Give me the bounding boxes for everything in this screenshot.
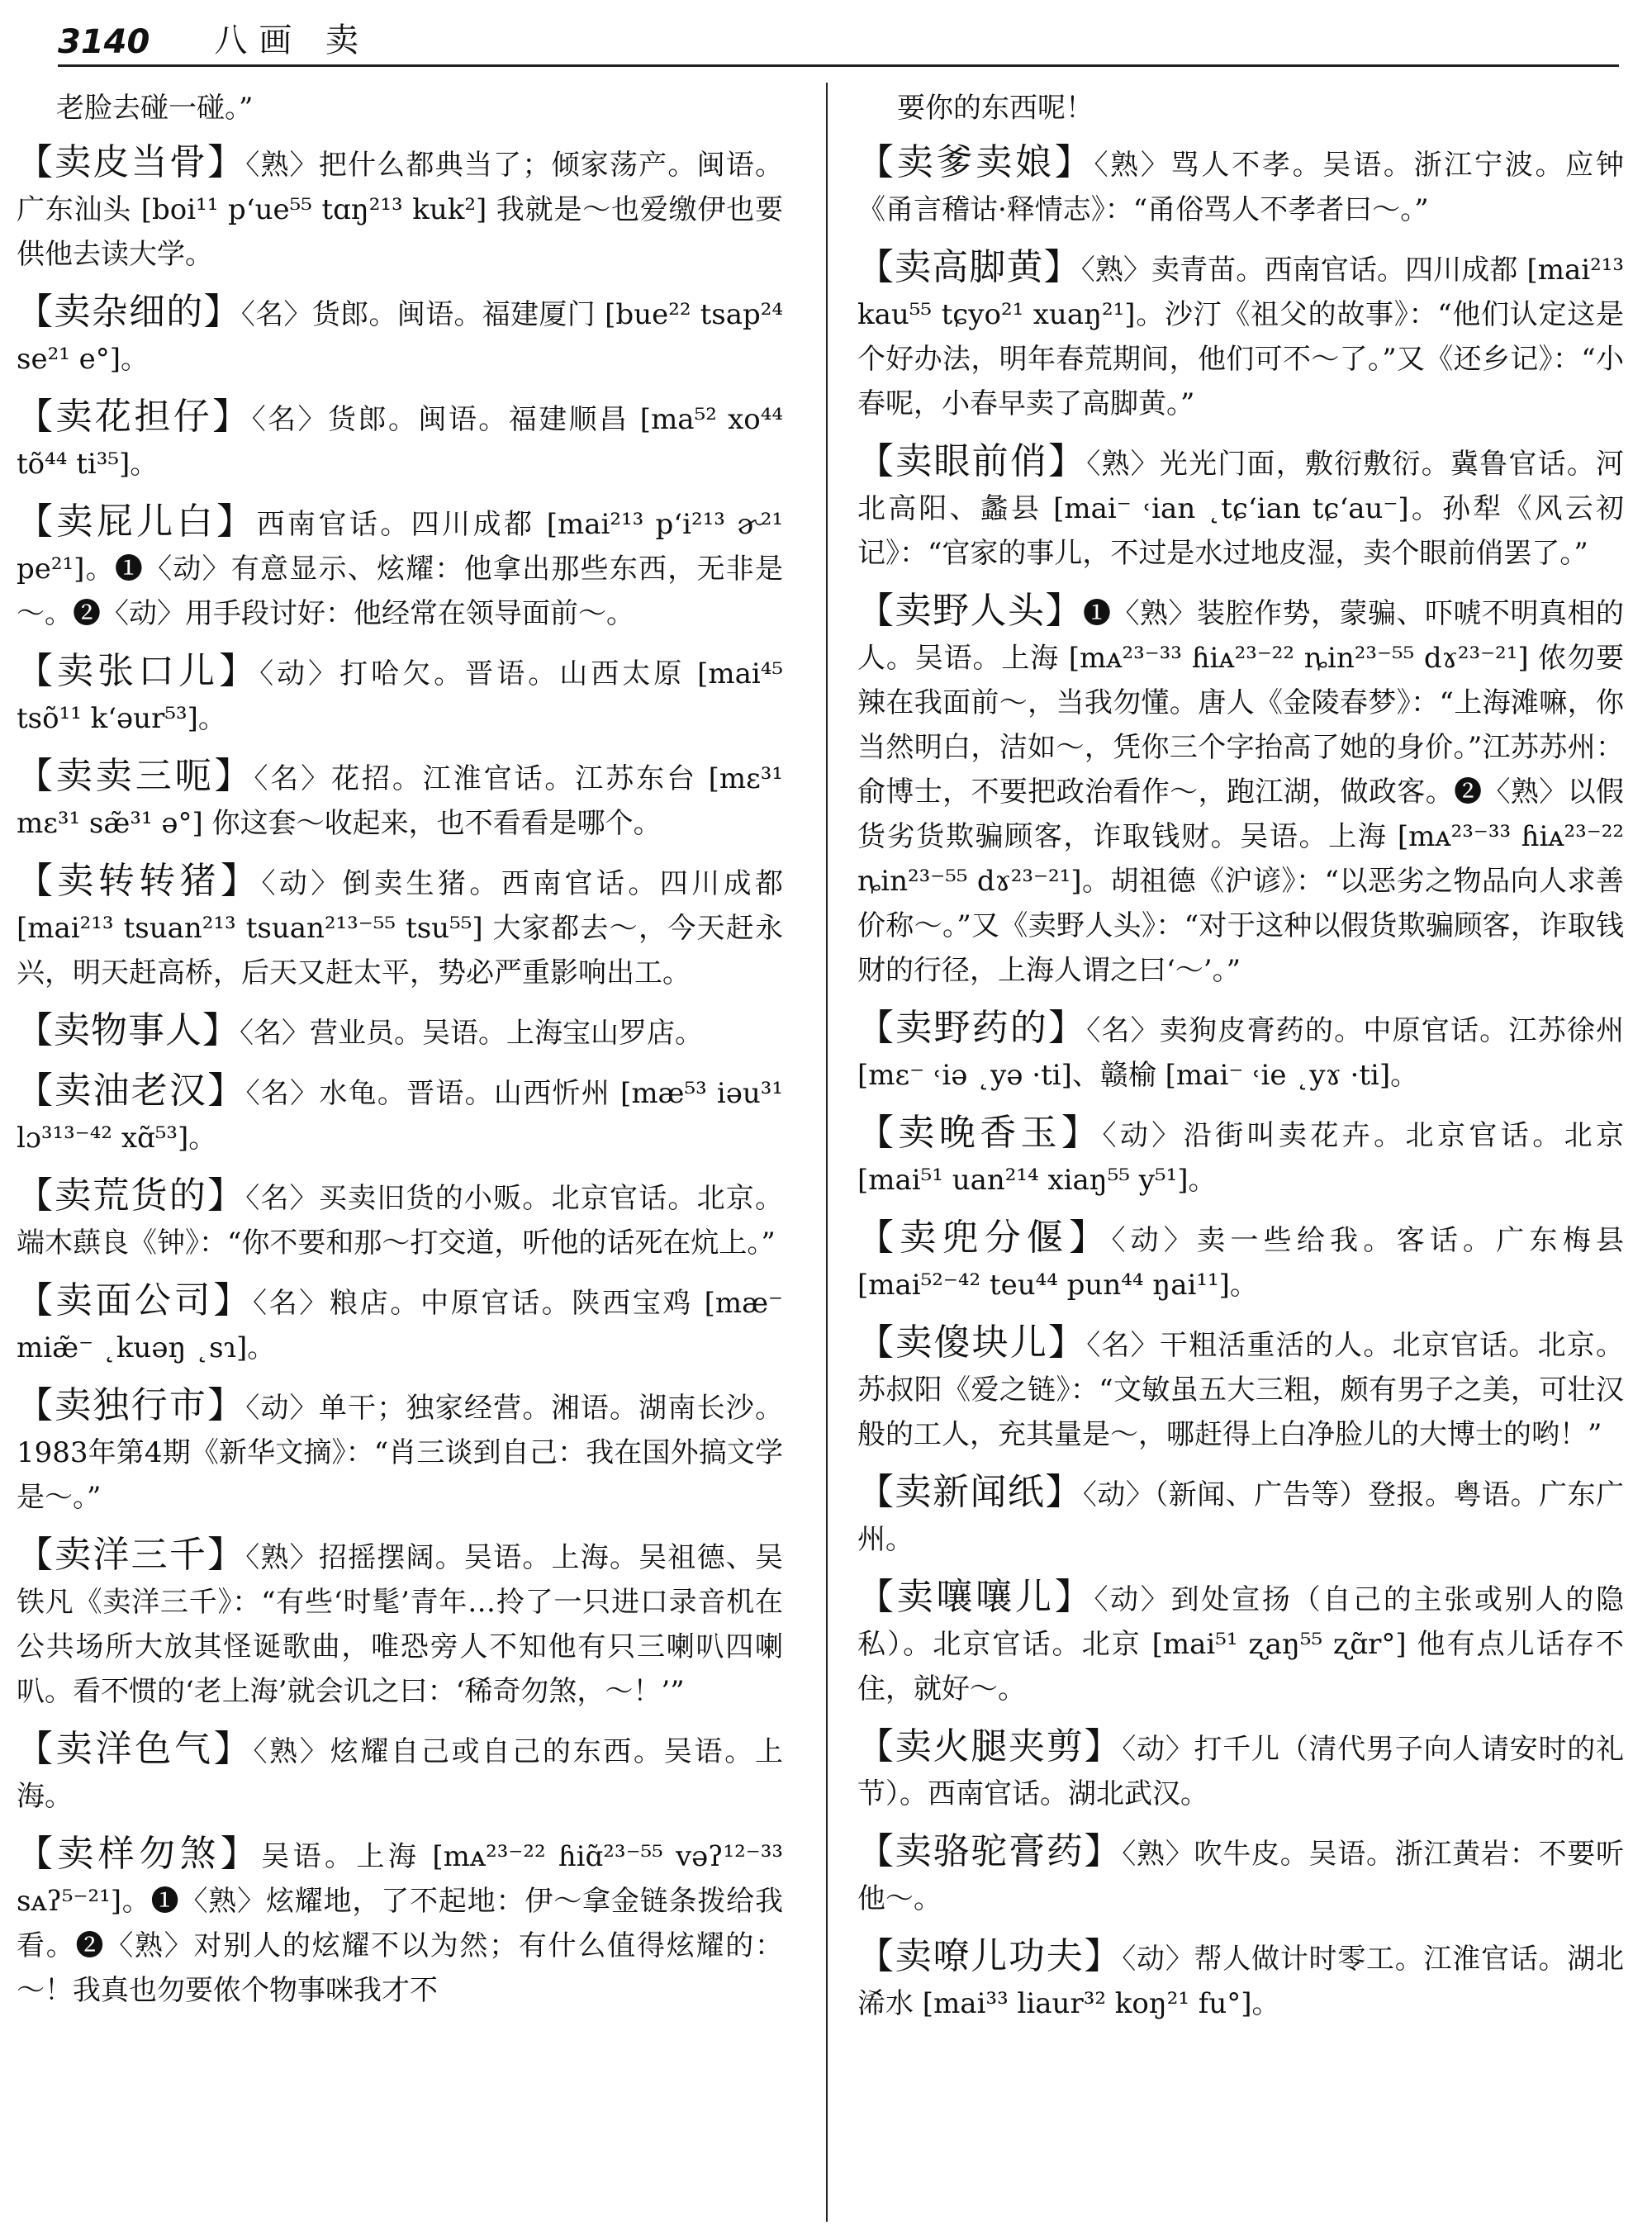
dictionary-entry: [17, 754, 783, 846]
entry-headword: 【卖杂细的】: [17, 291, 241, 333]
entry-definition: 〈熟〉吹牛皮。吴语。浙江黄岩：不要听他～。: [857, 1838, 1624, 1915]
entry-definition: 〈动〉单干；独家经营。湘语。湖南长沙。1983年第4期《新华文摘》：“肖三谈到自己：我在国外搞文学是～。”: [17, 1392, 783, 1514]
entry-definition: 〈名〉干粗活重活的人。北京官话。北京。苏叔阳《爱之链》：“文敏虽五大三粗，颇有男子之美，可壮汉般的工人，充其量是～，哪赶得上白净脸儿的大博士的哟！”: [857, 1329, 1624, 1451]
dictionary-entry: [17, 1279, 783, 1370]
entry-headword: 【卖皮当骨】: [17, 141, 246, 183]
dictionary-entry: [857, 1321, 1624, 1457]
entry-headword: 【卖兜分偃】: [857, 1217, 1112, 1259]
entry-headword: 【卖野药的】: [857, 1007, 1087, 1049]
dictionary-entry: [857, 1934, 1624, 2026]
entry-definition: 〈动〉倒卖生猪。西南官话。四川成都 [mai²¹³ tsuan²¹³ tsuan²¹³⁻⁵⁵ tsu⁵⁵] 大家都去～，今天赶永兴，明天赶高桥，后天又赶太平，势必严重影响出工。: [17, 867, 784, 989]
dictionary-entry: [857, 439, 1624, 576]
entry-headword: 【卖样勿煞】: [17, 1833, 262, 1875]
page-header: [58, 15, 1619, 67]
entry-definition: 〈名〉卖狗皮膏药的。中原官话。江苏徐州 [mɛ⁻ ˓iə ˛yə ·ti]、赣榆 [mai⁻ ˓ie ˛yɤ ·ti]。: [857, 1014, 1624, 1092]
dictionary-entry: [857, 1111, 1624, 1203]
entry-headword: 【卖转转猪】: [17, 860, 262, 902]
entry-definition: 〈动〉打哈欠。晋语。山西太原 [mai⁴⁵ tsõ¹¹ k‘əur⁵³]。: [17, 657, 784, 735]
dictionary-entry: [857, 589, 1624, 993]
entry-headword: 【卖花担仔】: [17, 396, 252, 438]
entry-definition: 〈熟〉把什么都典当了；倾家荡产。闽语。广东汕头 [boi¹¹ p‘ue⁵⁵ tɑŋ²¹³ kuk²] 我就是～也爱缴伊也要供他去读大学。: [17, 149, 783, 271]
dictionary-entry: [17, 140, 783, 277]
entry-headword: 【卖张口儿】: [17, 650, 260, 692]
entry-headword: 【卖物事人】: [17, 1009, 240, 1051]
entry-headword: 【卖屁儿白】: [17, 501, 257, 543]
entry-headword: 【卖火腿夹剪】: [857, 1725, 1123, 1767]
entry-headword: 【卖傻块儿】: [857, 1321, 1087, 1364]
entry-definition: 〈名〉花招。江淮官话。江苏东台 [mɛ³¹ mɛ³¹ sæ̃³¹ ə°] 你这套～收起来，也不看看是哪个。: [17, 762, 784, 840]
entry-headword: 【卖面公司】: [17, 1279, 254, 1321]
page-number: 3140: [58, 23, 150, 61]
dictionary-entry: [17, 1533, 783, 1714]
entry-definition: ❶〈熟〉装腔作势，蒙骗、吓唬不明真相的人。吴语。上海 [mᴀ²³⁻³³ ɦiᴀ²³⁻²² ȵin²³⁻⁵⁵ dɤ²³⁻²¹] 侬勿要辣在我面前～，当我勿懂。唐人《金陵春梦》：“上海滩嘛，你当然明白，洁如～，凭你三个字抬高了她的身价。”江苏苏州：俞博士，不要把政治看作～，跑江湖，做政客。❷〈熟〉以假货劣货欺骗顾客，诈取钱财。吴语。上海 [mᴀ²³⁻³³ ɦiᴀ²³⁻²² ȵin²³⁻⁵⁵ dɤ²³⁻²¹]。胡祖德《沪谚》：“以恶劣之物品向人求善价称～。”又《卖野人头》：“对于这种以假货欺骗顾客，诈取钱财的行径，上海人谓之曰‘～’。”: [857, 597, 1624, 987]
entry-definition: 〈动〉（新闻、广告等）登报。粤语。广东广州。: [857, 1478, 1625, 1556]
dictionary-entry: [17, 1008, 783, 1056]
entry-headword: 【卖独行市】: [17, 1384, 246, 1426]
entry-headword: 【卖洋色气】: [17, 1728, 254, 1770]
entry-definition: 〈名〉粮店。中原官话。陕西宝鸡 [mæ⁻ miæ̃⁻ ˛kuəŋ ˛sɿ]。: [17, 1287, 783, 1364]
entry-headword: 【卖高脚黄】: [857, 246, 1081, 288]
dictionary-entry: [17, 1069, 783, 1160]
entry-definition: 〈名〉买卖旧货的小贩。北京官话。北京。端木蕻良《钟》：“你不要和那～打交道，听他的话死在炕上。”: [17, 1182, 783, 1260]
entry-definition: 〈动〉打千儿（清代男子向人请安时的礼节）。西南官话。湖北武汉。: [857, 1733, 1624, 1810]
entry-definition: 〈动〉帮人做计时零工。江淮官话。湖北浠水 [mai³³ liaur³² koŋ²¹ fu°]。: [857, 1943, 1624, 2020]
dictionary-entry: [857, 140, 1624, 232]
entry-headword: 【卖眼前俏】: [857, 440, 1087, 482]
dictionary-entry: [17, 1727, 783, 1819]
entry-definition: 〈熟〉光光门面，敷衍敷衍。冀鲁官话。河北高阳、蠡县 [mai⁻ ˓ian ˛tɕ‘ian tɕ‘au⁻]。孙犁《风云初记》：“官家的事儿，不过是水过地皮湿，卖个眼前俏罢了。”: [857, 448, 1624, 570]
entry-definition: 〈熟〉招摇摆阔。吴语。上海。吴祖德、吴铁凡《卖洋三千》：“有些‘时髦’青年…拎了一只进口录音机在公共场所大放其怪诞歌曲，唯恐旁人不知他有只三喇叭四喇叭。看不惯的‘老上海’就会讥之曰：‘稀奇勿煞，～！’”: [17, 1541, 783, 1708]
entry-headword: 【卖骆驼膏药】: [857, 1830, 1123, 1872]
dictionary-entry: [17, 1383, 783, 1520]
dictionary-entry: [857, 1829, 1624, 1921]
entry-definition: 〈名〉货郎。闽语。福建顺昌 [ma⁵² xo⁴⁴ tõ⁴⁴ ti³⁵]。: [17, 403, 783, 481]
left-column: [17, 86, 783, 2026]
entry-headword: 【卖晚香玉】: [857, 1112, 1103, 1154]
dictionary-entry: [17, 395, 783, 486]
entry-definition: 〈动〉卖一些给我。客话。广东梅县 [mai⁵²⁻⁴² teu⁴⁴ pun⁴⁴ ŋai¹¹]。: [857, 1224, 1625, 1302]
entry-headword: 【卖新闻纸】: [857, 1471, 1083, 1513]
column-divider: [826, 83, 828, 2222]
entry-headword: 【卖洋三千】: [17, 1534, 246, 1576]
dictionary-entry: [857, 1575, 1624, 1711]
continuation-text: 要你的东西呢！: [897, 92, 1094, 125]
entry-definition: 吴语。上海 [mᴀ²³⁻²² ɦiɑ̃²³⁻⁵⁵ vəʔ¹²⁻³³ sᴀʔ⁵⁻²¹]。❶〈熟〉炫耀地，了不起地：伊～拿金链条拨给我看。❷〈熟〉对别人的炫耀不以为然；有什么值得炫耀的：～！我真也勿要侬个物事咪我才不: [17, 1840, 783, 2007]
entry-headword: 【卖野人头】: [857, 590, 1083, 632]
dictionary-entry: [857, 1725, 1624, 1816]
dictionary-entry: [857, 1216, 1624, 1307]
dictionary-entry: [857, 1006, 1624, 1098]
entry-definition: 〈熟〉骂人不孝。吴语。浙江宁波。应钟《甬言稽诂·释情志》：“甬俗骂人不孝者曰～。”: [857, 149, 1625, 226]
dictionary-entry: [17, 290, 783, 382]
dictionary-entry: [17, 649, 783, 741]
entry-definition: 〈动〉沿街叫卖花卉。北京官话。北京 [mai⁵¹ uan²¹⁴ xiaŋ⁵⁵ y⁵¹]。: [857, 1119, 1625, 1197]
entry-headword: 【卖油老汉】: [17, 1070, 246, 1112]
dictionary-entry: [857, 245, 1624, 426]
entry-definition: 〈熟〉炫耀自己或自己的东西。吴语。上海。: [17, 1735, 784, 1813]
entry-definition: 〈熟〉卖青苗。西南官话。四川成都 [mai²¹³ kau⁵⁵ tɕyo²¹ xuaŋ²¹]。沙汀《祖父的故事》：“他们认定这是个好办法，明年春荒期间，他们可不～了。”又《还乡记》：“小春呢，小春早卖了高脚黄。”: [857, 254, 1625, 420]
entry-headword: 【卖荒货的】: [17, 1174, 246, 1217]
continuation-text: 老脸去碰一碰。”: [56, 92, 254, 125]
entry-definition: 〈名〉水龟。晋语。山西忻州 [mæ⁵³ iəu³¹ lɔ³¹³⁻⁴² xɑ̃⁵³]。: [17, 1077, 783, 1155]
page-title: 八画 卖: [214, 21, 371, 59]
dictionary-entry: [857, 1470, 1624, 1562]
dictionary-entry: [17, 1832, 783, 2013]
dictionary-entry: [17, 859, 783, 995]
entry-definition: 〈名〉营业员。吴语。上海宝山罗店。: [240, 1017, 703, 1050]
entry-definition: 〈动〉到处宣扬（自己的主张或别人的隐私）。北京官话。北京 [mai⁵¹ ʐaŋ⁵⁵ ʐɑ̃r°] 他有点儿话存不住，就好～。: [857, 1583, 1625, 1706]
entry-definition: 西南官话。四川成都 [mai²¹³ p‘i²¹³ ɚ²¹ pe²¹]。❶〈动〉有意显示、炫耀：他拿出那些东西，无非是～。❷〈动〉用手段讨好：他经常在领导面前～。: [17, 508, 783, 630]
entry-headword: 【卖嘹儿功夫】: [857, 1935, 1123, 1977]
right-column: [857, 86, 1624, 2039]
dictionary-entry: [17, 500, 783, 636]
entry-definition: 〈名〉货郎。闽语。福建厦门 [bue²² tsap²⁴ se²¹ e°]。: [17, 298, 783, 376]
dictionary-entry: [17, 1174, 783, 1265]
entry-headword: 【卖嚷嚷儿】: [857, 1576, 1094, 1618]
entry-headword: 【卖爹卖娘】: [857, 141, 1094, 183]
entry-headword: 【卖卖三呃】: [17, 755, 254, 797]
